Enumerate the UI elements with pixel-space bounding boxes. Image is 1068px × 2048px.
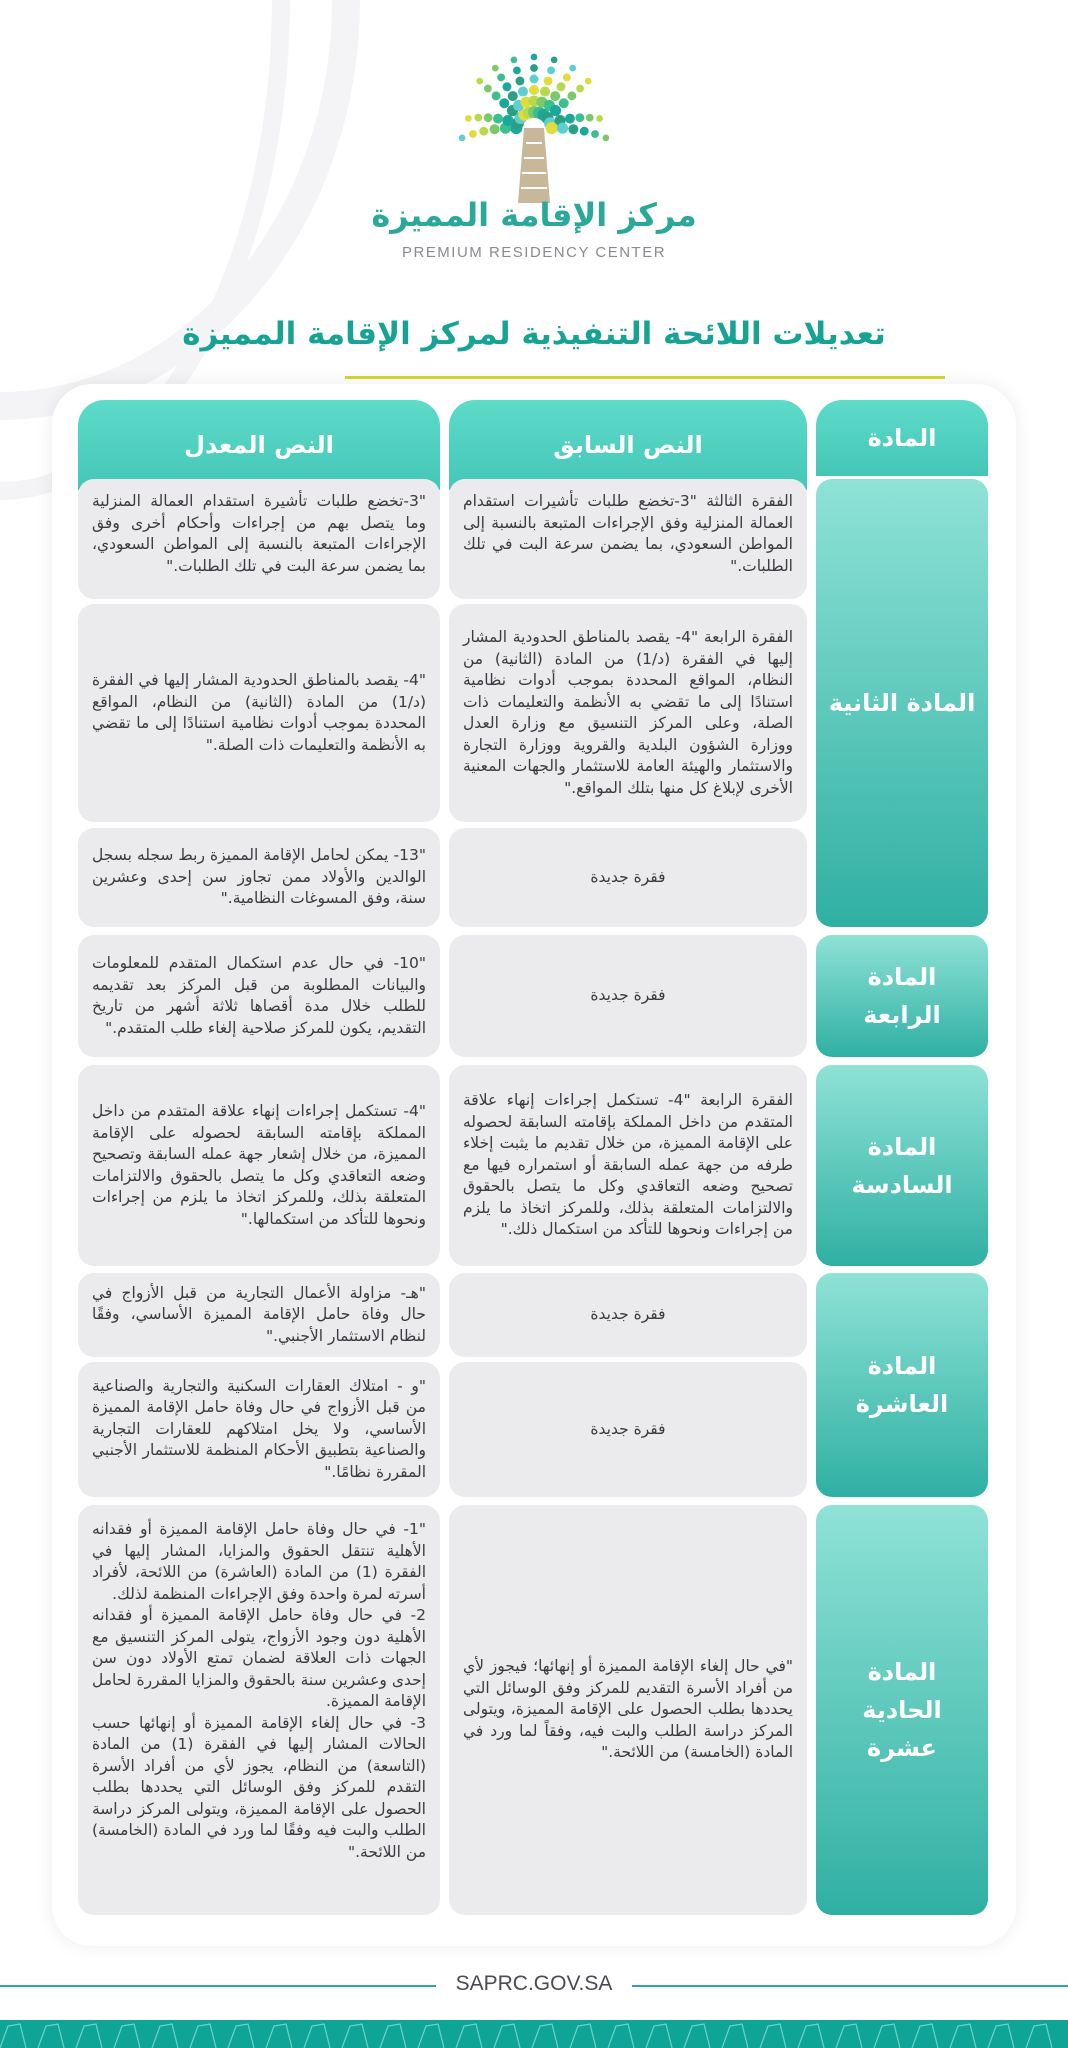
article-label: المادة الرابعة (816, 935, 988, 1057)
previous-text: فقرة جديدة (449, 935, 807, 1057)
amended-text: "هـ- مزاولة الأعمال التجارية من قبل الأزواج في حال وفاة حامل الإقامة المميزة الأساسي، وفقًا لنظام الاستثمار الأجنبي." (78, 1273, 440, 1357)
amended-text: "3-تخضع طلبات تأشيرة استقدام العمالة المنزلية وما يتصل بهم من إجراءات وأحكام أخرى وفق الإجراءات المتبعة بالنسبة إلى المواطن السعودي، بما يضمن سرعة البت في تلك الطلبات." (78, 479, 440, 599)
amended-text: "10- في حال عدم استكمال المتقدم للمعلومات والبيانات المطلوبة من قبل المركز بعد تقديمه للطلب خلال مدة أقصاها ثلاثة أشهر من تاريخ التقديم، يكون للمركز صلاحية إلغاء طلب المتقدم." (78, 935, 440, 1057)
title-underline (345, 376, 945, 379)
previous-text: الفقرة الرابعة "4- يقصد بالمناطق الحدودية المشار إليها في الفقرة (د/1) من المادة (الثانية) من النظام، المواقع المحددة بموجب أدوات نظامية استنادًا إلى ما تقضي به الأنظمة والتعليمات ذات الصلة، وعلى المركز التنسيق مع وزارة العدل ووزارة الشؤون البلدية والقروية ووزارة التجارة والاستثمار والهيئة العامة للاستثمار والجهات المعنية الأخرى لإبلاغ كل منها بتلك المواقع." (449, 604, 807, 822)
amended-text (78, 1505, 440, 1915)
amended-paragraph: 2- في حال وفاة حامل الإقامة المميزة أو فقدانه الأهلية دون وجود الأزواج، يتولى المركز التنسيق مع الجهات ذات العلاقة لضمان تمتع الأولاد دون سن إحدى وعشرين سنة بالحقوق والمزايا المقررة لحامل الإقامة المميزة. (92, 1606, 426, 1710)
amended-text: "4- يقصد بالمناطق الحدودية المشار إليها في الفقرة (د/1) من المادة (الثانية) من النظام، المواقع المحددة بموجب أدوات نظامية استنادًا إلى ما تقضي به الأنظمة والتعليمات ذات الصلة." (78, 604, 440, 822)
header-article: المادة (816, 400, 988, 476)
footer-pattern-band (0, 2020, 1068, 2048)
previous-text: فقرة جديدة (449, 1362, 807, 1497)
footer-divider (632, 1985, 1068, 1987)
amended-paragraph: "1- في حال وفاة حامل الإقامة المميزة أو فقدانه الأهلية تنتقل الحقوق والمزايا، المشار إليها في الفقرة (1) من المادة (العاشرة) من اللائحة، لأفراد أسرته لمرة واحدة وفق الإجراءات المنظمة لذلك. (92, 1520, 427, 1603)
previous-text: الفقرة الثالثة "3-تخضع طلبات تأشيرات استقدام العمالة المنزلية وفق الإجراءات المتبعة بالنسبة إلى المواطن السعودي، بما يضمن سرعة البت في تلك الطلبات." (449, 479, 807, 599)
previous-text: "في حال إلغاء الإقامة المميزة أو إنهائها؛ فيجوز لأي من أفراد الأسرة التقديم للمركز وفق الوسائل التي يحددها بطلب الحصول على الإقامة المميزة، ويتولى المركز دراسة الطلب والبت فيه، وفقاً لما ورد في المادة (الخامسة) من اللائحة." (449, 1505, 807, 1915)
brand-name-arabic: مركز الإقامة المميزة (371, 196, 697, 234)
header-amended: النص المعدل (78, 400, 440, 490)
previous-text: فقرة جديدة (449, 1273, 807, 1357)
website-link[interactable]: SAPRC.GOV.SA (455, 1972, 613, 1995)
amended-text: "و - امتلاك العقارات السكنية والتجارية والصناعية من قبل الأزواج في حال وفاة حامل الإقامة المميزة الأساسي، ولا يخل امتلاكهم للعقارات التجارية والصناعية بتطبيق الأحكام المنظمة للاستثمار الأجنبي المقررة نظامًا." (78, 1362, 440, 1497)
article-label: المادة الحادية عشرة (816, 1505, 988, 1915)
amended-text: "13- يمكن لحامل الإقامة المميزة ربط سجله بسجل الوالدين والأولاد ممن تجاوز سن إحدى وعشرين سنة، وفق المسوغات النظامية." (78, 828, 440, 927)
previous-text: الفقرة الرابعة "4- تستكمل إجراءات إنهاء علاقة المتقدم من داخل المملكة بإقامته السابقة لحصوله على الإقامة المميزة، من خلال تقديم ما يثبت إخلاء طرفه من جهة عمله السابقة أو استمراره فيها مع تصحيح وضعه التعاقدي وكل ما يتصل بالحقوق والالتزامات المتعلقة بذلك، وللمركز اتخاذ ما يلزم من إجراءات ونحوها للتأكد من استكمال ذلك." (449, 1065, 807, 1266)
brand-name-english: PREMIUM RESIDENCY CENTER (401, 244, 667, 261)
amended-paragraph: 3- في حال إلغاء الإقامة المميزة أو إنهائها حسب الحالات المشار إليها في الفقرة (1) من المادة (التاسعة) من النظام، يجوز لأي من أفراد الأسرة التقدم للمركز وفق الوسائل التي يحددها بطلب الحصول على الإقامة المميزة، ويتولى المركز دراسة الطلب والبت فيه وفقًا لما ورد في المادة (الخامسة) من اللائحة." (92, 1713, 426, 1861)
header-previous: النص السابق (449, 400, 807, 490)
article-label: المادة السادسة (816, 1065, 988, 1266)
article-label: المادة العاشرة (816, 1273, 988, 1497)
amended-text: "4- تستكمل إجراءات إنهاء علاقة المتقدم من داخل المملكة بإقامته السابقة لحصوله على الإقامة المميزة، من خلال إشعار جهة عمله السابقة وتصحيح وضعه التعاقدي وكل ما يتصل بالحقوق والالتزامات المتعلقة بذلك، وللمركز اتخاذ ما يلزم من إجراءات ونحوها للتأكد من استكمالها." (78, 1065, 440, 1266)
footer-divider (0, 1985, 436, 1987)
palm-logo-icon (434, 48, 634, 208)
page-title: تعديلات اللائحة التنفيذية لمركز الإقامة المميزة (182, 316, 886, 352)
previous-text: فقرة جديدة (449, 828, 807, 927)
article-label: المادة الثانية (816, 479, 988, 927)
